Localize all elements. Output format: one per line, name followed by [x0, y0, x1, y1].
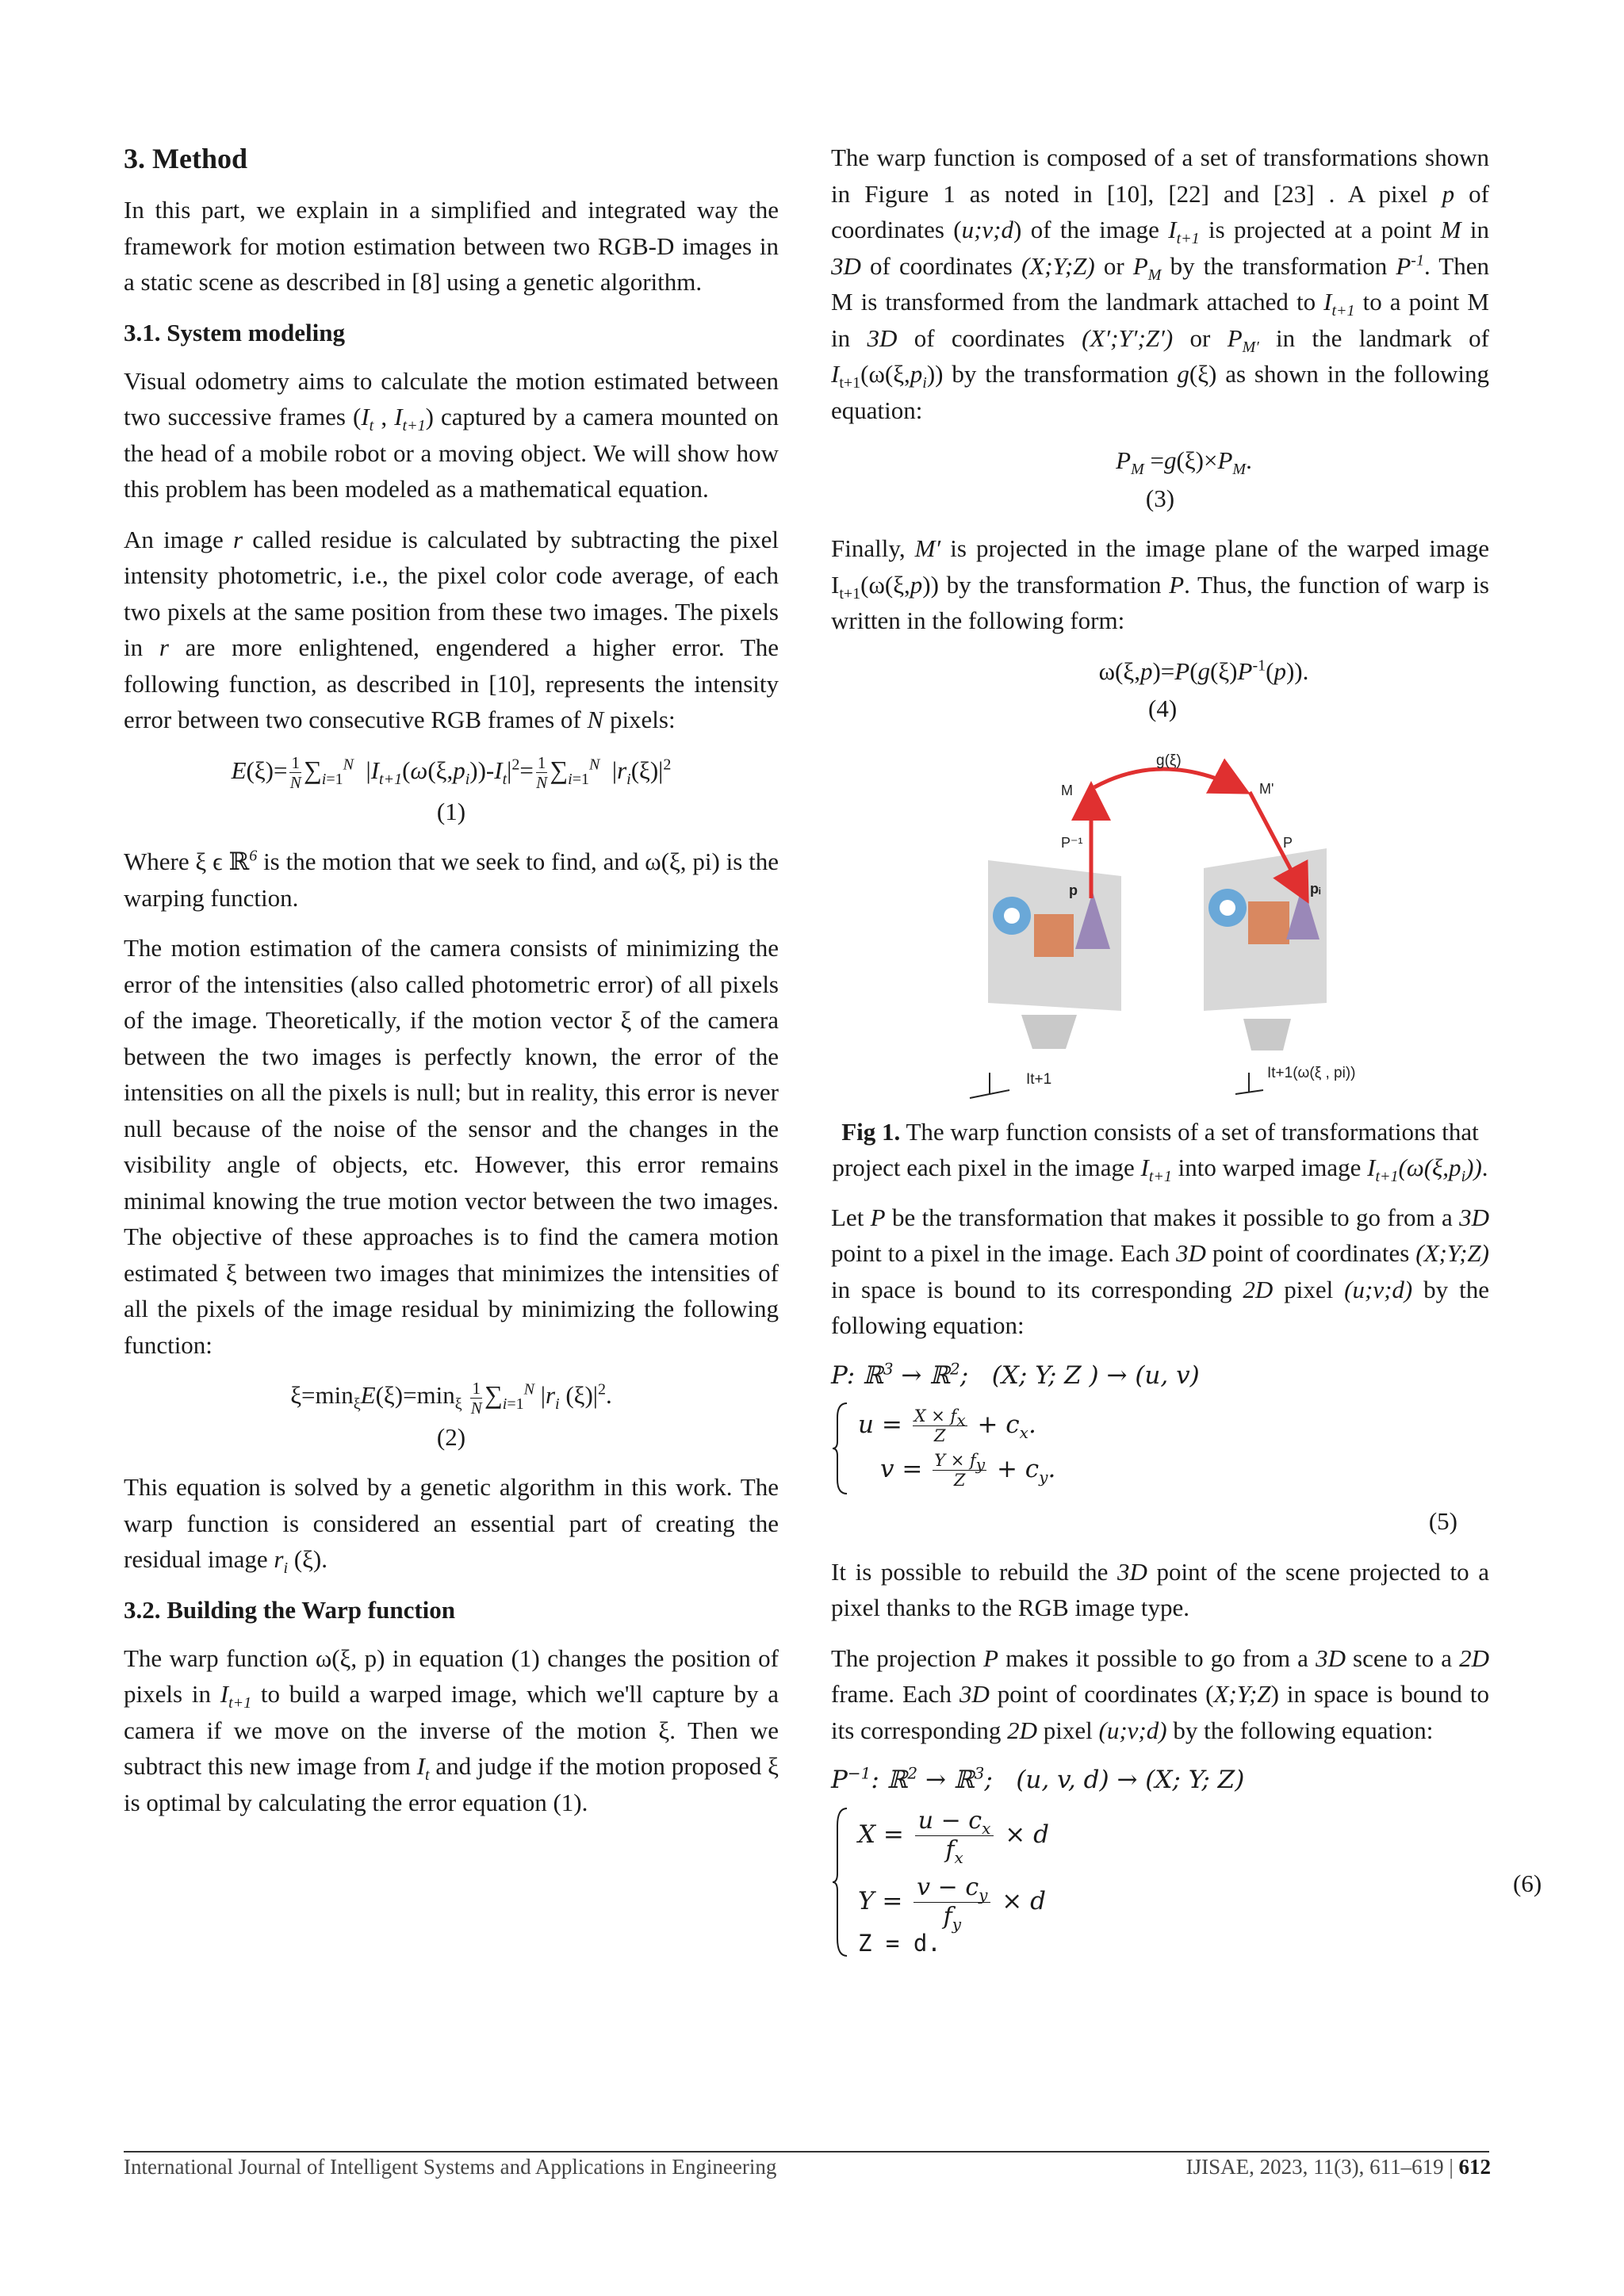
cube-right-icon: [1248, 901, 1289, 944]
section-title: 3. Method: [124, 143, 247, 174]
paragraph-warp-composed: The warp function is composed of a set of transformations shown in Figure 1 as noted in [10], [22] and [23] . A pixel p of coordinates (u;v;d) of the image $I_{t+1}$ is projected at a point M in 3D of coordinates (X;Y;Z) or $P_M$ by the transformation $P^{-1}$. Then M is transformed from the landmark attached to $I_{t+1}$ to a point M in 3D of coordinates (X′;Y′;Z′) or $P_{M'}$ in the landmark of $I_{t+1}(\omega(\xi,p_i))$ by the transformation g(ξ) as shown in the following equation:: [831, 144, 1489, 424]
label-P: P: [1283, 834, 1293, 851]
equation-5-map: P: ℝ$^3$ → ℝ$^2$; (X; Y; Z ) → (u, v): [831, 1359, 1200, 1390]
arrow-g: [1094, 768, 1243, 790]
equation-4-number: (4): [1148, 695, 1178, 722]
equation-6-map: $P^{-1}$: ℝ$^2$ → ℝ$^3$; (u, v, d) → (X; Y; Z): [831, 1763, 1245, 1794]
label-M: M: [1061, 782, 1073, 798]
left-column: [124, 140, 779, 1835]
equation-3-number: (3): [1145, 484, 1175, 512]
paragraph-visual-odometry: Visual odometry aims to calculate the motion estimated between two successive frames ($I_t$ , $I_{t+1}$) captured by a camera mounted on the head of a mobile robot or a moving object. We will show how this problem has been modeled as a mathematical equation.: [124, 366, 779, 503]
label-It1: It+1: [1026, 1070, 1052, 1088]
label-pi: pᵢ: [1310, 880, 1321, 897]
equation-2-number: (2): [436, 1422, 466, 1451]
footer-divider: [124, 2151, 1489, 2152]
paragraph-residue: An image r called residue is calculated by subtracting the pixel intensity photometric, i.e., the pixel color code average, of each two pixels at the same position from these two images. The pixels in r are more enlightened, engendered a higher error. The following function, as described in [10], represents the intensity error between two consecutive RGB frames of N pixels:: [124, 525, 779, 733]
cube-left-icon: [1034, 914, 1074, 957]
footer-citation: IJISAE, 2023, 11(3), 611–619 | 612: [1185, 2155, 1491, 2179]
equation-6: X = $\frac{u - c_x}{f_x}$ × d Y = $\frac{v - c_y}{f_y}$ × d Z = d. (6): [831, 1807, 1489, 1957]
paragraph-motion-estimation: The motion estimation of the camera consists of minimizing the error of the intensities (also called photometric error) of all pixels of the image. Theoretically, if the motion vector ξ of the camera between the two images is perfectly known, the error of the intensities on all the pixels is null; but in reality, this error is never null because of the noise of the sensor and the changes in the visibility angle of objects, etc. However, this error remains minimal knowing the true motion vector between the two images. The objective of these approaches is to find the camera motion estimated ξ between two images that minimizes the intensities of all the pixels of the image residual by minimizing the following function:: [124, 934, 779, 1359]
right-column: [831, 140, 1542, 1965]
label-warp: It+1(ω(ξ , pi)): [1267, 1064, 1356, 1081]
subsection-title-3-1: 3.1. System modeling: [124, 318, 345, 346]
equation-1-number: (1): [436, 797, 466, 825]
equation-5-number: (5): [1428, 1507, 1457, 1535]
footer-journal: International Journal of Intelligent Systems and Applications in Engineering: [124, 2155, 777, 2179]
brace-icon: [831, 1402, 850, 1495]
warp-diagram: [831, 741, 1489, 1114]
paragraph-genetic: This equation is solved by a genetic algorithm in this work. The warp function is considered an essential part of creating the residual image $r_i$ (ξ).: [124, 1473, 779, 1578]
paragraph-where: Where ξ ϵ ℝ$^6$ is the motion that we seek to find, and ω(ξ, pi) is the warping function.: [124, 848, 779, 912]
page-number: 612: [1458, 2155, 1491, 2179]
label-p: p: [1069, 882, 1078, 898]
label-Pinv: P⁻¹: [1061, 834, 1083, 851]
equation-5: u = $\frac{X \times f_x}{Z}$ + $c_x$. v = $\frac{Y \times f_y}{Z}$ + $c_y$.: [831, 1402, 1489, 1495]
figure-1: [831, 741, 1489, 1114]
subsection-title-3-2: 3.2. Building the Warp function: [124, 1595, 456, 1624]
paragraph-warp-function: The warp function ω(ξ, p) in equation (1) changes the position of pixels in $I_{t+1}$ to build a warped image, which we'll capture by a camera if we move on the inverse of the motion ξ. Then we subtract this new image from $I_t$ and judge if the motion proposed ξ is optimal by calculating the error equation (1).: [124, 1644, 779, 1816]
equation-2: $\xi=\min_\xi E(\xi)=\min_\xi$ $\frac{1}{N}$ $\sum_{i=1}^N$ $|r_i$ $(\xi)|^2$.: [290, 1378, 612, 1418]
paragraph-let-p: Let P be the transformation that makes it possible to go from a 3D point to a pixel in the image. Each 3D point of coordinates (X;Y;Z) in space is bound to its corresponding 2D pixel (u;v;d) by the following equation:: [831, 1203, 1489, 1339]
section-intro: In this part, we explain in a simplified and integrated way the framework for motion estimation between two RGB-D images in a static scene as described in [8] using a genetic algorithm.: [124, 196, 779, 296]
figure-caption: Fig 1. The warp function consists of a set of transformations that project each pixel in the image $I_{t+1}$ into warped image $I_{t+1}(\omega(\xi,p_i))$.: [832, 1117, 1488, 1185]
equation-6-number: (6): [1513, 1869, 1542, 1897]
label-g: g(ξ): [1156, 752, 1182, 769]
label-Mprime: M': [1259, 780, 1274, 797]
equation-1: E(ξ)= $\frac{1}{N}$ $\sum_{i=1}^N$ $|I_{t+1}(\omega(\xi,p_i))-I_t|^2=$ $\frac{1}{N}$ $\sum_{i=1}^N$ $|r_i(\xi)|^2$: [231, 752, 672, 792]
equation-3: $P_M =g(\xi)\times P_M$.: [1116, 446, 1252, 479]
equation-4: $\omega(\xi,p)=P(g(\xi)P^{-1}(p))$.: [1098, 656, 1309, 685]
brace-icon: [831, 1807, 850, 1957]
paragraph-rebuild: It is possible to rebuild the 3D point of the scene projected to a pixel thanks to the RGB image type.: [831, 1557, 1489, 1621]
paragraph-projection: The projection P makes it possible to go from a 3D scene to a 2D frame. Each 3D point of coordinates (X;Y;Z) in space is bound to its corresponding 2D pixel (u;v;d) by the following equation:: [831, 1644, 1490, 1744]
paragraph-finally: Finally, M′ is projected in the image plane of the warped image $I_{t+1}(\omega(\xi,p))$ by the transformation P. Thus, the function of warp is written in the following form:: [831, 534, 1489, 634]
